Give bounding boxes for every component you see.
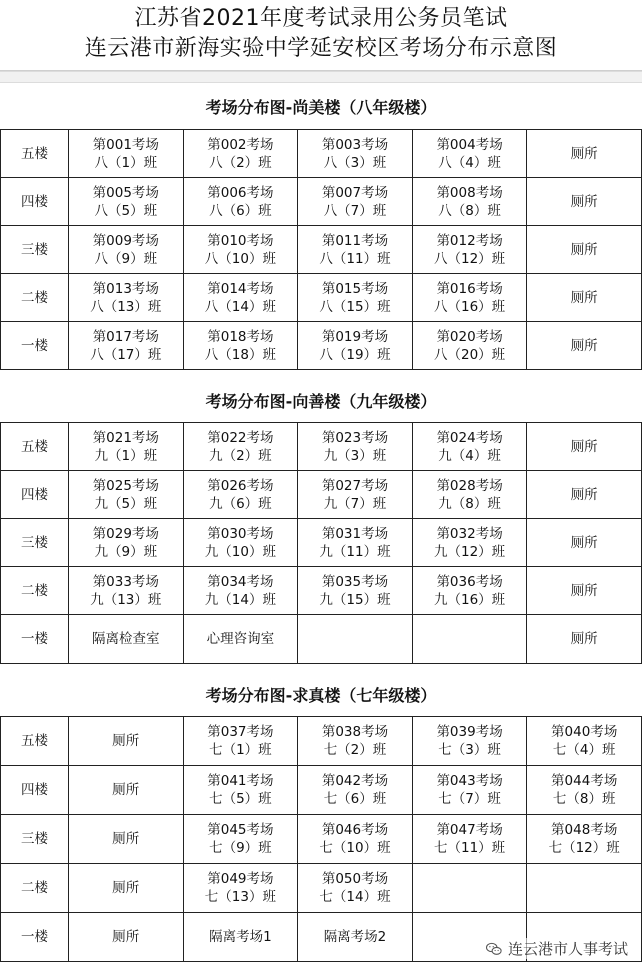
room-name: 第044考场 (551, 773, 618, 789)
class-name: 九（4）班 (438, 447, 501, 464)
class-name: 九（7）班 (323, 495, 387, 512)
document-header (0, 0, 642, 71)
room-name: 厕所 (112, 929, 140, 945)
room-cell (298, 913, 413, 962)
room-name: 隔离考场1 (209, 929, 272, 945)
room-name: 第027考场 (321, 477, 389, 494)
room-name: 第023考场 (321, 429, 389, 446)
room-cell (412, 567, 527, 615)
room-cell (527, 471, 642, 519)
room-name: 第034考场 (207, 573, 274, 590)
class-name: 九（11）班 (319, 543, 391, 560)
class-name: 七（9）班 (209, 840, 272, 856)
floor-label: 一楼 (1, 322, 69, 370)
class-name: 八（11）班 (319, 250, 391, 267)
floor-table-qiuzhen (0, 716, 642, 962)
room-cell (298, 567, 413, 615)
room-name: 心理咨询室 (206, 631, 275, 647)
floor-row (1, 815, 642, 864)
room-cell (183, 519, 298, 567)
room-cell (412, 519, 527, 567)
room-name: 第025考场 (92, 477, 159, 494)
room-cell (298, 130, 413, 178)
floor-label: 四楼 (1, 178, 69, 226)
room-name: 第026考场 (207, 477, 274, 494)
class-name: 七（1）班 (209, 742, 272, 758)
wechat-icon (485, 940, 503, 958)
class-name: 九（14）班 (204, 591, 276, 608)
class-name: 九（5）班 (94, 495, 158, 512)
class-name: 九（3）班 (323, 447, 387, 464)
room-cell (183, 766, 298, 815)
room-cell (527, 864, 642, 913)
room-cell (298, 519, 413, 567)
room-cell (412, 471, 527, 519)
class-name: 七（6）班 (323, 791, 387, 807)
room-cell (183, 274, 298, 322)
room-name: 厕所 (570, 486, 598, 503)
room-cell (527, 567, 642, 615)
room-name: 第002考场 (207, 136, 274, 153)
class-name: 七（4）班 (552, 742, 616, 758)
room-cell (527, 615, 642, 664)
room-name: 厕所 (112, 733, 140, 749)
room-name: 第047考场 (436, 822, 503, 838)
class-name: 九（8）班 (438, 495, 501, 512)
room-cell (298, 423, 413, 471)
room-cell (527, 322, 642, 370)
floor-table-xiangshan (0, 422, 642, 664)
floor-row (1, 615, 642, 664)
room-name: 厕所 (570, 193, 598, 210)
room-cell (412, 274, 527, 322)
floor-label: 四楼 (1, 471, 69, 519)
room-cell (298, 322, 413, 370)
room-cell (298, 274, 413, 322)
room-name: 厕所 (570, 241, 598, 258)
room-cell (412, 226, 527, 274)
floor-label: 二楼 (1, 274, 69, 322)
room-cell (412, 864, 527, 913)
room-name: 第013考场 (92, 280, 159, 297)
class-name: 七（12）班 (548, 840, 620, 856)
room-name: 第036考场 (436, 573, 503, 590)
room-name: 第040考场 (551, 724, 618, 740)
room-cell (527, 815, 642, 864)
room-name: 第018考场 (207, 328, 274, 345)
class-name: 八（20）班 (433, 346, 506, 363)
room-cell (412, 615, 527, 664)
floor-label: 五楼 (1, 130, 69, 178)
class-name: 七（10）班 (319, 840, 391, 856)
room-cell (69, 274, 184, 322)
room-name: 第015考场 (321, 280, 389, 297)
room-name: 第006考场 (207, 184, 274, 201)
room-cell (69, 766, 184, 815)
room-name: 第046考场 (321, 822, 389, 838)
class-name: 七（8）班 (552, 791, 616, 807)
floor-row (1, 178, 642, 226)
room-cell (69, 178, 184, 226)
class-name: 八（17）班 (90, 346, 162, 363)
room-cell (527, 178, 642, 226)
room-name: 第014考场 (207, 280, 274, 297)
floor-row (1, 567, 642, 615)
room-cell (69, 322, 184, 370)
room-cell (183, 423, 298, 471)
room-name: 第021考场 (92, 429, 159, 446)
section-gap (0, 71, 642, 83)
room-cell (298, 471, 413, 519)
room-name: 第024考场 (436, 429, 503, 446)
room-name: 第043考场 (436, 773, 503, 789)
class-name: 九（10）班 (204, 543, 276, 560)
floor-row (1, 717, 642, 766)
class-name: 九（15）班 (319, 591, 391, 608)
room-cell (527, 519, 642, 567)
floor-row (1, 519, 642, 567)
room-cell (69, 226, 184, 274)
room-name: 第039考场 (436, 724, 503, 740)
room-name: 第037考场 (207, 724, 274, 740)
class-name: 八（18）班 (204, 346, 276, 363)
room-cell (527, 717, 642, 766)
class-name: 九（9）班 (94, 543, 158, 560)
room-cell (69, 615, 184, 664)
room-name: 厕所 (570, 582, 598, 599)
room-cell (183, 864, 298, 913)
class-name: 九（2）班 (209, 447, 272, 464)
floor-label: 五楼 (1, 717, 69, 766)
class-name: 八（6）班 (209, 202, 272, 219)
class-name: 七（14）班 (319, 889, 391, 905)
section-title-shangmei: 考场分布图-尚美楼（八年级楼） (205, 97, 437, 117)
class-name: 九（13）班 (90, 591, 162, 608)
room-cell (298, 717, 413, 766)
watermark (485, 938, 628, 959)
room-name: 第007考场 (321, 184, 389, 201)
room-cell (69, 815, 184, 864)
room-name: 第045考场 (207, 822, 274, 838)
room-cell (527, 274, 642, 322)
watermark-text: 连云港市人事考试 (507, 940, 628, 958)
class-name: 七（5）班 (209, 791, 272, 807)
room-name: 第010考场 (207, 232, 274, 249)
room-name: 第049考场 (207, 871, 274, 887)
room-cell (298, 178, 413, 226)
room-cell (69, 519, 184, 567)
class-name: 八（3）班 (323, 154, 387, 171)
room-name: 第033考场 (92, 573, 159, 590)
room-cell (412, 717, 527, 766)
class-name: 八（12）班 (433, 250, 506, 267)
floor-row (1, 226, 642, 274)
room-cell (298, 226, 413, 274)
class-name: 八（9）班 (94, 250, 158, 267)
room-cell (183, 322, 298, 370)
floor-label: 三楼 (1, 519, 69, 567)
floor-label: 一楼 (1, 615, 69, 664)
class-name: 九（6）班 (209, 495, 272, 512)
room-name: 第030考场 (207, 525, 274, 542)
floor-label: 二楼 (1, 567, 69, 615)
room-name: 第028考场 (436, 477, 503, 494)
floor-table-shangmei (0, 129, 642, 370)
floor-label: 三楼 (1, 815, 69, 864)
section-title-xiangshan: 考场分布图-向善楼（九年级楼） (205, 391, 437, 411)
room-cell (527, 226, 642, 274)
room-cell (527, 130, 642, 178)
class-name: 七（7）班 (438, 791, 501, 807)
room-cell (69, 913, 184, 962)
room-cell (69, 423, 184, 471)
room-name: 厕所 (570, 337, 598, 354)
room-name: 厕所 (112, 880, 140, 896)
room-cell (183, 567, 298, 615)
room-cell (298, 615, 413, 664)
room-cell (412, 130, 527, 178)
class-name: 八（8）班 (438, 202, 501, 219)
floor-row (1, 274, 642, 322)
room-name: 第041考场 (207, 773, 274, 789)
room-name: 厕所 (570, 145, 598, 162)
room-cell (412, 766, 527, 815)
room-cell (412, 815, 527, 864)
room-cell (527, 766, 642, 815)
room-cell (69, 567, 184, 615)
floor-row (1, 471, 642, 519)
class-name: 九（1）班 (94, 447, 158, 464)
room-name: 厕所 (112, 782, 140, 798)
room-name: 隔离检查室 (92, 631, 160, 647)
room-cell (183, 913, 298, 962)
section-gap (0, 370, 642, 378)
class-name: 八（16）班 (433, 298, 506, 315)
room-name: 第022考场 (207, 429, 274, 446)
room-name: 第012考场 (436, 232, 503, 249)
room-name: 第050考场 (321, 871, 389, 887)
room-name: 第017考场 (92, 328, 159, 345)
class-name: 八（10）班 (204, 250, 276, 267)
room-name: 第004考场 (436, 136, 503, 153)
room-name: 第019考场 (321, 328, 389, 345)
room-cell (412, 178, 527, 226)
room-name: 厕所 (570, 438, 598, 455)
class-name: 八（1）班 (94, 154, 158, 171)
room-name: 第008考场 (436, 184, 503, 201)
class-name: 九（16）班 (433, 591, 506, 608)
room-name: 第032考场 (436, 525, 503, 542)
room-name: 厕所 (570, 631, 598, 647)
room-name: 第016考场 (436, 280, 503, 297)
class-name: 九（12）班 (433, 543, 506, 560)
floor-row (1, 322, 642, 370)
room-name: 第020考场 (436, 328, 503, 345)
section-title-qiuzhen: 考场分布图-求真楼（七年级楼） (205, 685, 437, 705)
room-name: 厕所 (570, 534, 598, 551)
room-cell (527, 423, 642, 471)
class-name: 八（14）班 (204, 298, 276, 315)
room-cell (412, 322, 527, 370)
room-cell (69, 130, 184, 178)
floor-label: 一楼 (1, 913, 69, 962)
class-name: 七（3）班 (438, 742, 501, 758)
room-name: 厕所 (570, 289, 598, 306)
class-name: 八（5）班 (94, 202, 158, 219)
room-cell (298, 766, 413, 815)
floor-row (1, 864, 642, 913)
room-name: 第003考场 (321, 136, 389, 153)
room-name: 第048考场 (551, 822, 618, 838)
room-cell (183, 815, 298, 864)
class-name: 八（4）班 (438, 154, 501, 171)
room-name: 第038考场 (321, 724, 389, 740)
room-name: 厕所 (112, 831, 140, 847)
class-name: 七（2）班 (323, 742, 387, 758)
room-name: 第042考场 (321, 773, 389, 789)
class-name: 八（13）班 (90, 298, 162, 315)
floor-row (1, 130, 642, 178)
class-name: 八（7）班 (323, 202, 387, 219)
room-cell (183, 178, 298, 226)
doc-title-line2: 连云港市新海实验中学延安校区考场分布示意图 (0, 34, 642, 71)
room-cell (183, 717, 298, 766)
class-name: 八（19）班 (319, 346, 391, 363)
floor-label: 三楼 (1, 226, 69, 274)
room-cell (69, 717, 184, 766)
room-cell (183, 615, 298, 664)
floor-label: 四楼 (1, 766, 69, 815)
room-cell (183, 226, 298, 274)
room-cell (183, 130, 298, 178)
room-name: 第009考场 (92, 232, 159, 249)
room-cell (298, 815, 413, 864)
room-name: 第035考场 (321, 573, 389, 590)
class-name: 八（15）班 (319, 298, 391, 315)
floor-row (1, 766, 642, 815)
class-name: 八（2）班 (209, 154, 272, 171)
room-name: 第011考场 (321, 232, 389, 249)
room-name: 第001考场 (92, 136, 159, 153)
room-name: 第029考场 (92, 525, 159, 542)
section-gap (0, 664, 642, 672)
room-cell (183, 471, 298, 519)
floor-label: 五楼 (1, 423, 69, 471)
doc-title-line1: 江苏省2021年度考试录用公务员笔试 (134, 6, 508, 31)
room-cell (298, 864, 413, 913)
room-cell (69, 471, 184, 519)
floor-label: 二楼 (1, 864, 69, 913)
room-cell (69, 864, 184, 913)
class-name: 七（11）班 (433, 840, 506, 856)
room-cell (412, 423, 527, 471)
room-name: 第005考场 (92, 184, 159, 201)
room-name: 隔离考场2 (323, 929, 387, 945)
room-name: 第031考场 (321, 525, 389, 542)
class-name: 七（13）班 (204, 889, 276, 905)
floor-row (1, 423, 642, 471)
